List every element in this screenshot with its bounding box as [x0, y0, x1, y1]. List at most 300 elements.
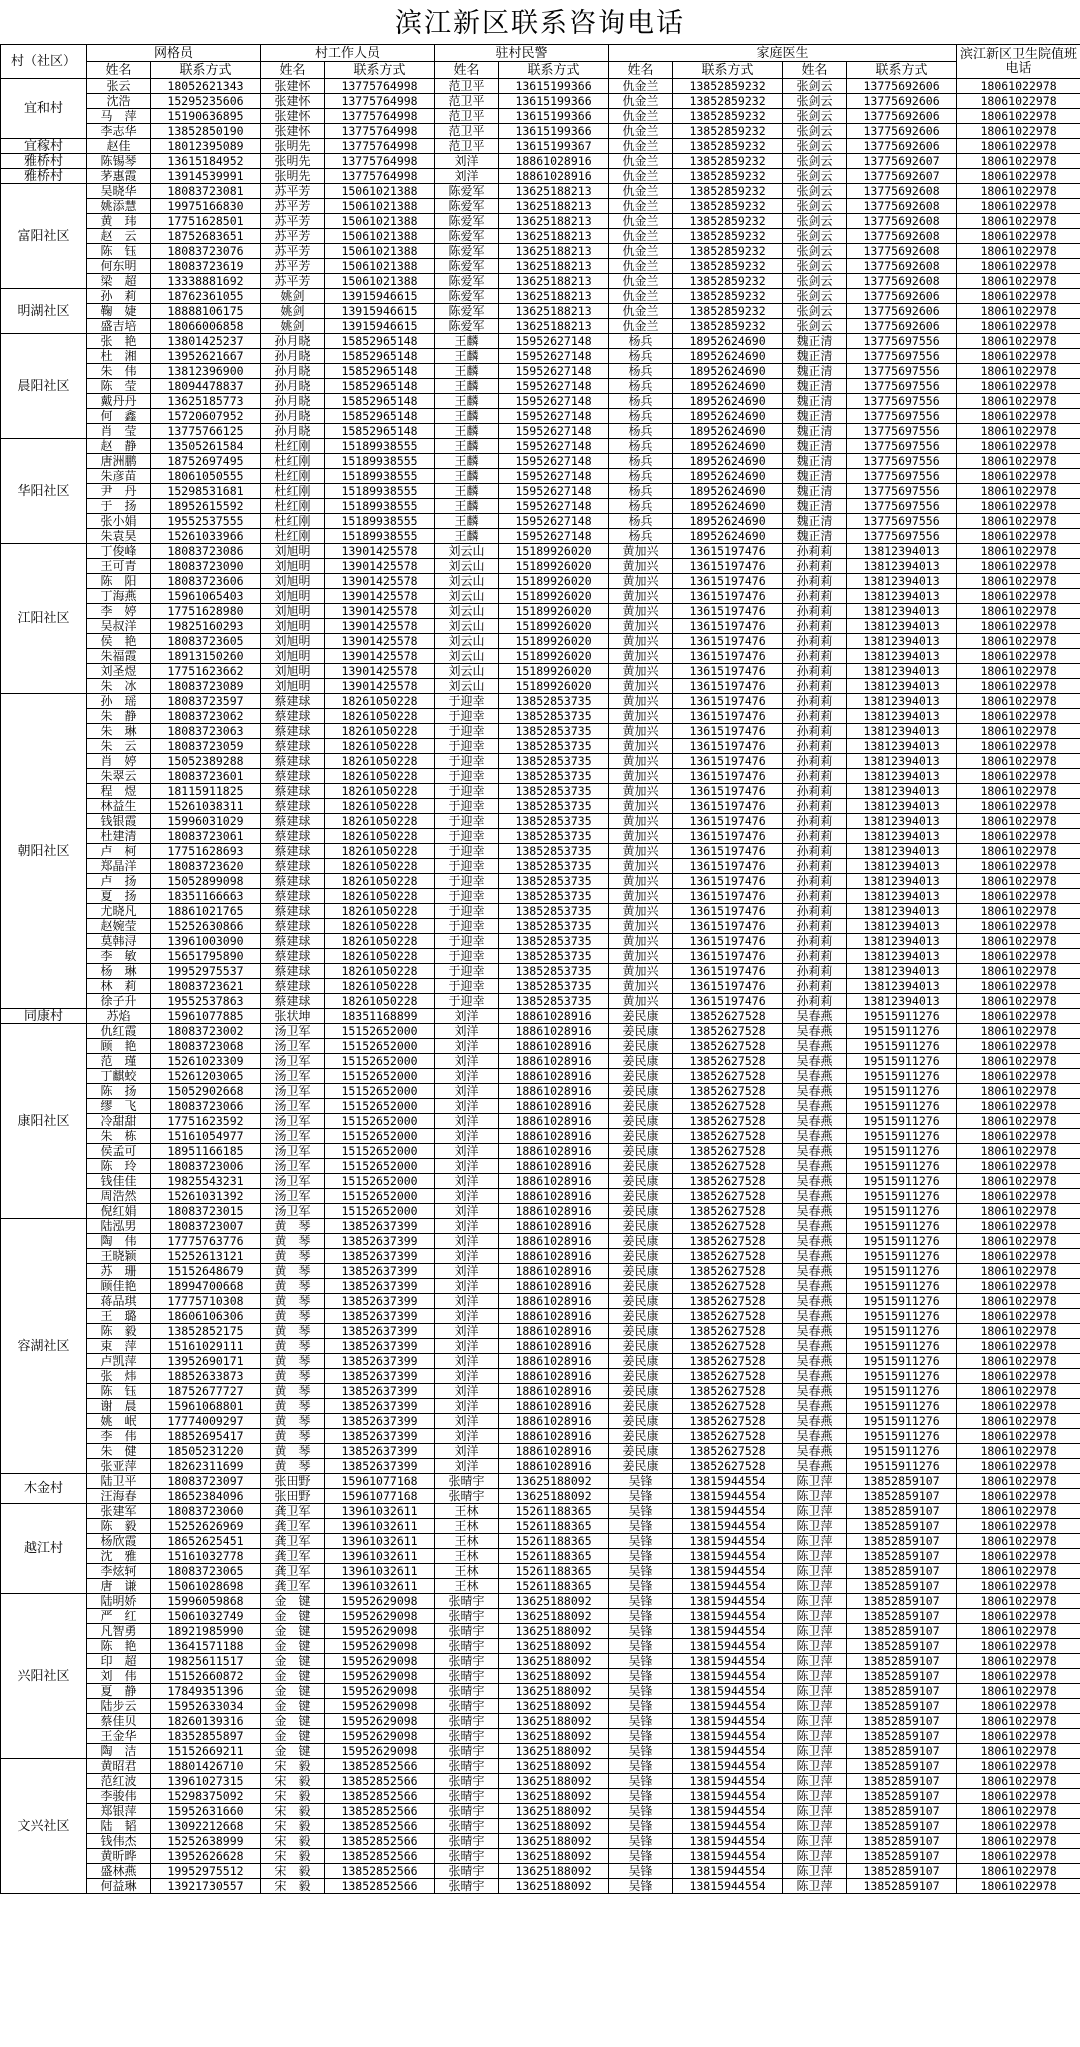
cadre-phone: 15189938555 [325, 454, 435, 469]
grid-phone: 17775763776 [151, 1234, 261, 1249]
doctor2-name: 孙莉莉 [783, 814, 847, 829]
grid-name: 肖 莹 [87, 424, 151, 439]
hospital-phone: 18061022978 [957, 589, 1080, 604]
doctor1-name: 杨兵 [609, 364, 673, 379]
table-row [1, 994, 1080, 1009]
grid-phone: 15961077885 [151, 1009, 261, 1024]
police-phone: 13625188092 [499, 1654, 609, 1669]
cadre-phone: 18261050228 [325, 739, 435, 754]
hospital-phone: 18061022978 [957, 1414, 1080, 1429]
grid-phone: 18921985990 [151, 1624, 261, 1639]
hospital-phone: 18061022978 [957, 169, 1080, 184]
doctor1-phone: 13615197476 [673, 604, 783, 619]
doctor2-phone: 13852859107 [847, 1519, 957, 1534]
doctor1-name: 杨兵 [609, 334, 673, 349]
village-cell: 明湖社区 [1, 289, 87, 334]
hospital-phone: 18061022978 [957, 1759, 1080, 1774]
grid-name: 陈 玲 [87, 1159, 151, 1174]
cadre-name: 蔡建球 [261, 769, 325, 784]
cadre-phone: 15189938555 [325, 529, 435, 544]
grid-phone: 18083723002 [151, 1024, 261, 1039]
doctor2-phone: 13775692608 [847, 214, 957, 229]
grid-phone: 18115911825 [151, 784, 261, 799]
doctor1-phone: 13815944554 [673, 1609, 783, 1624]
cadre-phone: 18261050228 [325, 964, 435, 979]
doctor1-name: 黄加兴 [609, 559, 673, 574]
table-row [1, 439, 1080, 454]
doctor1-name: 仇金兰 [609, 319, 673, 334]
grid-phone: 13852852175 [151, 1324, 261, 1339]
police-name: 王林 [435, 1504, 499, 1519]
cadre-phone: 15852965148 [325, 394, 435, 409]
doctor2-phone: 19515911276 [847, 1144, 957, 1159]
doctor2-name: 魏正清 [783, 469, 847, 484]
police-phone: 13625188092 [499, 1774, 609, 1789]
doctor1-name: 黄加兴 [609, 889, 673, 904]
grid-name: 徐子升 [87, 994, 151, 1009]
grid-phone: 15052902668 [151, 1084, 261, 1099]
doctor2-phone: 13812394013 [847, 649, 957, 664]
cadre-name: 宋 毅 [261, 1789, 325, 1804]
hospital-phone: 18061022978 [957, 244, 1080, 259]
cadre-phone: 15152652000 [325, 1144, 435, 1159]
cadre-phone: 15852965148 [325, 379, 435, 394]
grid-phone: 18083723066 [151, 1099, 261, 1114]
cadre-phone: 15952629098 [325, 1669, 435, 1684]
grid-name: 何益琳 [87, 1879, 151, 1894]
hospital-phone: 18061022978 [957, 934, 1080, 949]
doctor1-phone: 13852859232 [673, 154, 783, 169]
grid-name: 姚添慧 [87, 199, 151, 214]
grid-name: 王可青 [87, 559, 151, 574]
doctor2-phone: 19515911276 [847, 1384, 957, 1399]
doctor2-phone: 13812394013 [847, 949, 957, 964]
police-phone: 13852853735 [499, 844, 609, 859]
doctor2-name: 吴春燕 [783, 1054, 847, 1069]
hospital-phone: 18061022978 [957, 874, 1080, 889]
cadre-name: 张建怀 [261, 109, 325, 124]
doctor1-name: 姜民康 [609, 1279, 673, 1294]
grid-phone: 18083723601 [151, 769, 261, 784]
police-name: 刘洋 [435, 1294, 499, 1309]
doctor1-phone: 13815944554 [673, 1789, 783, 1804]
cadre-name: 汤卫军 [261, 1129, 325, 1144]
grid-name: 孙 莉 [87, 289, 151, 304]
table-row [1, 1534, 1080, 1549]
cadre-name: 汤卫军 [261, 1204, 325, 1219]
police-name: 刘云山 [435, 664, 499, 679]
police-name: 王麟 [435, 514, 499, 529]
grid-phone: 15061028698 [151, 1579, 261, 1594]
doctor1-phone: 13852627528 [673, 1054, 783, 1069]
grid-phone: 13952626628 [151, 1849, 261, 1864]
grid-phone: 17751628693 [151, 844, 261, 859]
grid-phone: 15252613121 [151, 1249, 261, 1264]
grid-phone: 18012395089 [151, 139, 261, 154]
doctor1-name: 黄加兴 [609, 679, 673, 694]
table-row [1, 1204, 1080, 1219]
doctor2-phone: 19515911276 [847, 1339, 957, 1354]
cadre-phone: 13915946615 [325, 289, 435, 304]
cadre-name: 刘旭明 [261, 604, 325, 619]
table-body [1, 79, 1080, 1894]
police-phone: 15952627148 [499, 439, 609, 454]
grid-name: 卢 扬 [87, 874, 151, 889]
police-phone: 18861028916 [499, 1339, 609, 1354]
cadre-phone: 13961032611 [325, 1579, 435, 1594]
doctor2-phone: 19515911276 [847, 1459, 957, 1474]
doctor2-phone: 13812394013 [847, 904, 957, 919]
header-hospital: 滨江新区卫生院值班电话 [957, 45, 1080, 79]
police-phone: 15261188365 [499, 1564, 609, 1579]
doctor2-phone: 13775692606 [847, 94, 957, 109]
table-row [1, 1624, 1080, 1639]
doctor1-name: 吴锋 [609, 1699, 673, 1714]
cadre-phone: 13852852566 [325, 1774, 435, 1789]
cadre-phone: 13775764998 [325, 169, 435, 184]
doctor1-name: 仇金兰 [609, 154, 673, 169]
hospital-phone: 18061022978 [957, 664, 1080, 679]
table-row [1, 1504, 1080, 1519]
cadre-phone: 15152652000 [325, 1039, 435, 1054]
police-phone: 15952627148 [499, 454, 609, 469]
cadre-name: 张田野 [261, 1474, 325, 1489]
grid-phone: 15961068801 [151, 1399, 261, 1414]
doctor1-name: 吴锋 [609, 1714, 673, 1729]
doctor2-phone: 19515911276 [847, 1249, 957, 1264]
doctor2-name: 孙莉莉 [783, 559, 847, 574]
cadre-phone: 15852965148 [325, 349, 435, 364]
doctor2-name: 魏正清 [783, 484, 847, 499]
doctor2-phone: 13775697556 [847, 529, 957, 544]
doctor1-name: 吴锋 [609, 1834, 673, 1849]
cadre-phone: 18261050228 [325, 769, 435, 784]
grid-name: 严 红 [87, 1609, 151, 1624]
table-row [1, 589, 1080, 604]
table-row [1, 1009, 1080, 1024]
table-row [1, 1279, 1080, 1294]
grid-phone: 18083723059 [151, 739, 261, 754]
table-row [1, 124, 1080, 139]
grid-phone: 18606106306 [151, 1309, 261, 1324]
table-row [1, 739, 1080, 754]
hospital-phone: 18061022978 [957, 424, 1080, 439]
hospital-phone: 18061022978 [957, 124, 1080, 139]
grid-name: 赵 云 [87, 229, 151, 244]
doctor1-phone: 13615197476 [673, 619, 783, 634]
hospital-phone: 18061022978 [957, 1489, 1080, 1504]
grid-phone: 17751628501 [151, 214, 261, 229]
police-phone: 13852853735 [499, 934, 609, 949]
page-title: 滨江新区联系咨询电话 [395, 8, 685, 39]
doctor1-phone: 13615197476 [673, 889, 783, 904]
cadre-phone: 13852637399 [325, 1414, 435, 1429]
doctor1-name: 仇金兰 [609, 304, 673, 319]
doctor1-name: 仇金兰 [609, 289, 673, 304]
police-name: 刘洋 [435, 1234, 499, 1249]
police-name: 范卫平 [435, 94, 499, 109]
grid-phone: 18083723605 [151, 634, 261, 649]
cadre-name: 苏平芳 [261, 274, 325, 289]
police-phone: 13625188092 [499, 1879, 609, 1894]
doctor1-name: 吴锋 [609, 1759, 673, 1774]
cadre-name: 金 键 [261, 1714, 325, 1729]
doctor2-name: 魏正清 [783, 514, 847, 529]
cadre-name: 黄 琴 [261, 1384, 325, 1399]
doctor2-phone: 13775697556 [847, 484, 957, 499]
cadre-phone: 15189938555 [325, 499, 435, 514]
cadre-phone: 18261050228 [325, 994, 435, 1009]
hospital-phone: 18061022978 [957, 739, 1080, 754]
doctor2-name: 孙莉莉 [783, 754, 847, 769]
police-name: 张晴宇 [435, 1744, 499, 1759]
grid-name: 程 煜 [87, 784, 151, 799]
hospital-phone: 18061022978 [957, 349, 1080, 364]
cadre-phone: 15189938555 [325, 514, 435, 529]
grid-phone: 15295235606 [151, 94, 261, 109]
cadre-name: 杜红刚 [261, 514, 325, 529]
hospital-phone: 18061022978 [957, 754, 1080, 769]
police-name: 刘洋 [435, 1024, 499, 1039]
hospital-phone: 18061022978 [957, 1129, 1080, 1144]
doctor1-name: 黄加兴 [609, 589, 673, 604]
cadre-name: 蔡建球 [261, 814, 325, 829]
cadre-name: 苏平芳 [261, 244, 325, 259]
doctor2-phone: 19515911276 [847, 1039, 957, 1054]
hospital-phone: 18061022978 [957, 1084, 1080, 1099]
village-cell: 雅桥村 [1, 154, 87, 169]
doctor1-phone: 13852859232 [673, 94, 783, 109]
hospital-phone: 18061022978 [957, 319, 1080, 334]
doctor1-name: 姜民康 [609, 1414, 673, 1429]
grid-phone: 18083723063 [151, 724, 261, 739]
cadre-phone: 13901425578 [325, 634, 435, 649]
cadre-name: 黄 琴 [261, 1444, 325, 1459]
hospital-phone: 18061022978 [957, 604, 1080, 619]
grid-phone: 18094478837 [151, 379, 261, 394]
police-phone: 13852853735 [499, 724, 609, 739]
table-row [1, 1174, 1080, 1189]
cadre-phone: 18261050228 [325, 934, 435, 949]
table-row [1, 259, 1080, 274]
hospital-phone: 18061022978 [957, 1834, 1080, 1849]
cadre-phone: 13901425578 [325, 649, 435, 664]
doctor2-phone: 13812394013 [847, 724, 957, 739]
grid-name: 何东明 [87, 259, 151, 274]
doctor2-name: 魏正清 [783, 409, 847, 424]
police-phone: 18861028916 [499, 1234, 609, 1249]
table-row [1, 1414, 1080, 1429]
cadre-phone: 13961032611 [325, 1549, 435, 1564]
grid-name: 赵佳 [87, 139, 151, 154]
police-name: 刘洋 [435, 1444, 499, 1459]
doctor2-phone: 13852859107 [847, 1609, 957, 1624]
doctor1-name: 黄加兴 [609, 769, 673, 784]
cadre-phone: 15152652000 [325, 1159, 435, 1174]
doctor2-name: 孙莉莉 [783, 889, 847, 904]
table-row [1, 1609, 1080, 1624]
hospital-phone: 18061022978 [957, 1639, 1080, 1654]
police-phone: 13615199366 [499, 124, 609, 139]
grid-name: 陈 毅 [87, 1519, 151, 1534]
cadre-name: 金 键 [261, 1624, 325, 1639]
doctor1-phone: 13852627528 [673, 1219, 783, 1234]
grid-name: 马 萍 [87, 109, 151, 124]
hospital-phone: 18061022978 [957, 1174, 1080, 1189]
doctor1-name: 黄加兴 [609, 814, 673, 829]
police-phone: 13625188213 [499, 319, 609, 334]
cadre-phone: 13852852566 [325, 1804, 435, 1819]
cadre-phone: 18261050228 [325, 979, 435, 994]
police-name: 刘洋 [435, 1084, 499, 1099]
table-row [1, 1849, 1080, 1864]
grid-name: 尤晓凡 [87, 904, 151, 919]
doctor2-phone: 13775692607 [847, 169, 957, 184]
table-row [1, 829, 1080, 844]
police-name: 王麟 [435, 364, 499, 379]
doctor2-phone: 13775692606 [847, 79, 957, 94]
table-row [1, 364, 1080, 379]
grid-name: 陈 阳 [87, 574, 151, 589]
cadre-phone: 15189938555 [325, 484, 435, 499]
doctor1-phone: 13852859232 [673, 319, 783, 334]
doctor2-phone: 19515911276 [847, 1114, 957, 1129]
grid-name: 刘圣煜 [87, 664, 151, 679]
doctor2-name: 吴春燕 [783, 1384, 847, 1399]
doctor1-phone: 13852627528 [673, 1204, 783, 1219]
doctor2-name: 孙莉莉 [783, 664, 847, 679]
doctor1-name: 杨兵 [609, 514, 673, 529]
hospital-phone: 18061022978 [957, 1234, 1080, 1249]
doctor1-name: 姜民康 [609, 1384, 673, 1399]
grid-phone: 13625185773 [151, 394, 261, 409]
doctor2-phone: 13812394013 [847, 739, 957, 754]
cadre-phone: 15061021388 [325, 274, 435, 289]
cadre-phone: 15952629098 [325, 1714, 435, 1729]
grid-phone: 13961027315 [151, 1774, 261, 1789]
cadre-phone: 13961032611 [325, 1564, 435, 1579]
table-row [1, 1579, 1080, 1594]
village-cell: 兴阳社区 [1, 1594, 87, 1759]
doctor2-phone: 19515911276 [847, 1234, 957, 1249]
police-phone: 18861028916 [499, 1039, 609, 1054]
doctor2-phone: 19515911276 [847, 1069, 957, 1084]
doctor2-name: 陈卫萍 [783, 1564, 847, 1579]
grid-name: 张小娟 [87, 514, 151, 529]
grid-phone: 18061050555 [151, 469, 261, 484]
doctor2-phone: 13812394013 [847, 544, 957, 559]
doctor2-name: 陈卫萍 [783, 1699, 847, 1714]
cadre-phone: 18261050228 [325, 724, 435, 739]
doctor2-name: 吴春燕 [783, 1324, 847, 1339]
cadre-name: 蔡建球 [261, 994, 325, 1009]
doctor1-name: 姜民康 [609, 1444, 673, 1459]
hospital-phone: 18061022978 [957, 1294, 1080, 1309]
police-phone: 13625188213 [499, 214, 609, 229]
hospital-phone: 18061022978 [957, 199, 1080, 214]
cadre-phone: 15061021388 [325, 199, 435, 214]
cadre-name: 蔡建球 [261, 829, 325, 844]
header-phone: 联系方式 [325, 62, 435, 79]
table-row [1, 1024, 1080, 1039]
police-phone: 18861028916 [499, 1459, 609, 1474]
cadre-name: 姚剑 [261, 289, 325, 304]
village-cell: 华阳社区 [1, 439, 87, 544]
table-row [1, 1564, 1080, 1579]
doctor1-phone: 13615197476 [673, 814, 783, 829]
doctor1-name: 黄加兴 [609, 754, 673, 769]
table-row [1, 184, 1080, 199]
doctor1-phone: 13615197476 [673, 739, 783, 754]
doctor1-name: 姜民康 [609, 1159, 673, 1174]
doctor1-phone: 13615197476 [673, 859, 783, 874]
doctor1-name: 姜民康 [609, 1399, 673, 1414]
doctor1-name: 杨兵 [609, 409, 673, 424]
cadre-name: 汤卫军 [261, 1159, 325, 1174]
police-name: 刘洋 [435, 1114, 499, 1129]
doctor2-phone: 13775697556 [847, 454, 957, 469]
cadre-name: 孙月晓 [261, 394, 325, 409]
cadre-phone: 15061021388 [325, 214, 435, 229]
police-phone: 13625188213 [499, 244, 609, 259]
police-phone: 18861028916 [499, 1309, 609, 1324]
doctor2-phone: 13852859107 [847, 1639, 957, 1654]
table-row [1, 1759, 1080, 1774]
grid-phone: 15298531681 [151, 484, 261, 499]
grid-phone: 17751623662 [151, 664, 261, 679]
doctor1-name: 杨兵 [609, 439, 673, 454]
table-row [1, 964, 1080, 979]
doctor2-name: 吴春燕 [783, 1204, 847, 1219]
table-row [1, 1474, 1080, 1489]
cadre-name: 张建怀 [261, 79, 325, 94]
doctor2-name: 吴春燕 [783, 1309, 847, 1324]
hospital-phone: 18061022978 [957, 1549, 1080, 1564]
doctor2-name: 孙莉莉 [783, 844, 847, 859]
grid-phone: 18083723007 [151, 1219, 261, 1234]
police-name: 张晴宇 [435, 1654, 499, 1669]
table-row [1, 544, 1080, 559]
table-row [1, 1219, 1080, 1234]
cadre-name: 宋 毅 [261, 1834, 325, 1849]
police-name: 王麟 [435, 529, 499, 544]
doctor2-name: 陈卫萍 [783, 1594, 847, 1609]
hospital-phone: 18061022978 [957, 919, 1080, 934]
hospital-phone: 18061022978 [957, 1219, 1080, 1234]
doctor1-name: 杨兵 [609, 499, 673, 514]
table-row [1, 604, 1080, 619]
doctor2-phone: 13812394013 [847, 589, 957, 604]
doctor1-phone: 18952624690 [673, 334, 783, 349]
doctor2-phone: 13852859107 [847, 1579, 957, 1594]
doctor2-name: 陈卫萍 [783, 1489, 847, 1504]
hospital-phone: 18061022978 [957, 529, 1080, 544]
hospital-phone: 18061022978 [957, 499, 1080, 514]
doctor1-phone: 13852859232 [673, 79, 783, 94]
grid-name: 盛吉培 [87, 319, 151, 334]
table-row [1, 634, 1080, 649]
doctor1-phone: 13852627528 [673, 1459, 783, 1474]
doctor1-phone: 18952624690 [673, 409, 783, 424]
doctor1-name: 吴锋 [609, 1549, 673, 1564]
doctor1-phone: 13815944554 [673, 1804, 783, 1819]
grid-phone: 15261203065 [151, 1069, 261, 1084]
police-phone: 13625188092 [499, 1669, 609, 1684]
police-name: 刘洋 [435, 1054, 499, 1069]
grid-name: 孙 瑶 [87, 694, 151, 709]
grid-phone: 15252638999 [151, 1834, 261, 1849]
police-phone: 15952627148 [499, 349, 609, 364]
